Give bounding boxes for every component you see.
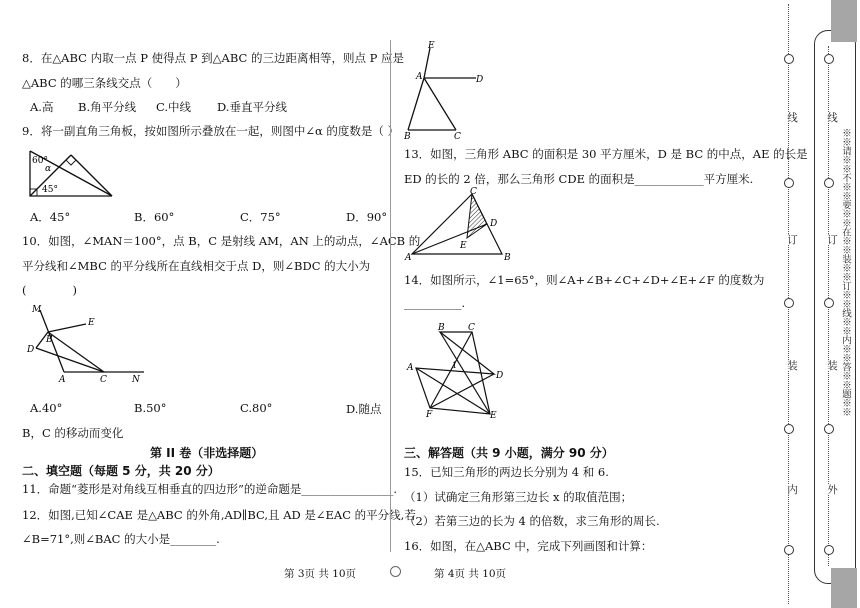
q12-label-d: D [476,75,484,85]
q9-label-45: 45° [42,185,58,195]
hole-5 [784,545,794,555]
q10-label-e: E [88,318,95,328]
q9-option-c: C．75° [240,210,281,224]
q13-stem-1: 13．如图，三角形 ABC 的面积是 30 平方厘米，D 是 BC 的中点，AE 的长是 [404,147,808,161]
q10-label-c: C [100,375,107,385]
inner-label-ding: 订 [786,234,798,245]
q11-stem: 11．命题“菱形是对角线互相垂直的四边形”的逆命题是________________. [22,482,398,496]
gray-bar-top [831,0,857,42]
q9-option-a: A．45° [30,210,71,224]
hole-3 [784,298,794,308]
q13-label-d: D [490,219,498,229]
section-answer-title: 三、解答题（共 9 小题，满分 90 分） [404,446,614,460]
q10-stem-1: 10．如图，∠MAN＝100°，点 B，C 是射线 AM，AN 上的动点，∠ACB 的 [22,234,421,248]
q13-label-e: E [460,241,467,251]
hole-7 [824,178,834,188]
q12-label-c: C [454,132,461,142]
inner-label-nei: 内 [786,484,798,495]
column-divider [390,40,391,552]
q13-stem-2: ED 的长的 2 倍，那么三角形 CDE 的面积是____________平方厘米. [404,172,754,186]
q8-option-d: D.垂直平分线 [217,100,287,114]
q8-option-c: C.中线 [156,100,192,114]
hole-8 [824,298,834,308]
outer-label-zhuang: 装 [826,360,838,371]
q14-label-f: F [426,410,433,420]
q14-label-c: C [468,323,475,333]
q10-label-d: D [27,345,35,355]
q12-stem-1: 12．如图,已知∠CAE 是△ABC 的外角,AD∥BC,且 AD 是∠EAC 的平分线,若 [22,508,416,522]
inner-label-xian: 线 [786,112,798,123]
q14-stem-1: 14．如图所示，∠1=65°，则∠A+∠B+∠C+∠D+∠E+∠F 的度数为 [404,273,765,287]
q9-option-b: B．60° [134,210,175,224]
binding-strip [774,0,860,608]
q15-stem: 15．已知三角形的两边长分别为 4 和 6. [404,465,609,479]
hole-6 [824,54,834,64]
q14-label-a: A [407,363,414,373]
q10-stem-3: ( ) [22,283,77,297]
q10-label-a: A [59,375,66,385]
q16-stem: 16．如图，在△ABC 中，完成下列画图和计算： [404,539,653,553]
q10-figure [26,302,156,386]
q14-figure [404,318,508,420]
q15-part-1: （1）试确定三角形第三边长 x 的取值范围； [404,490,633,504]
inner-label-zhuang: 装 [786,360,798,371]
q14-stem-2: __________. [404,296,466,310]
gray-bar-bottom [831,568,857,608]
q14-label-b: B [438,323,445,333]
q9-figure [28,148,114,200]
q14-label-d: D [496,371,504,381]
hole-2 [784,178,794,188]
q9-label-alpha: α [45,164,52,174]
q10-label-m: M [32,305,42,315]
q8-stem-1: 8．在△ABC 内取一点 P 使得点 P 到△ABC 的三边距离相等，则点 P 应是 [22,51,404,65]
q8-option-b: B.角平分线 [78,100,137,114]
q9-option-d: D．90° [346,210,388,224]
hole-9 [824,424,834,434]
page-footer-left: 第 3页 共 10页 [284,568,357,580]
q9-label-60: 60° [32,156,48,166]
q8-option-a: A.高 [30,100,54,114]
q12-label-e: E [428,41,435,51]
q10-option-d: D.随点 [346,402,382,416]
hole-4 [784,424,794,434]
q10-option-a: A.40° [30,401,63,415]
q10-option-b: B.50° [134,401,167,415]
binding-warning: ※※请※※不※※要※※在※※装※※订※※线※※内※※答※※题※※ [840,128,851,416]
q10-option-c: C.80° [240,401,273,415]
page-footer-right: 第 4页 共 10页 [434,568,507,580]
q12-figure [404,40,486,142]
q10-option-d-tail: B，C 的移动而变化 [22,426,124,440]
outer-label-ding: 订 [826,234,838,245]
q13-label-a: A [405,253,412,262]
q14-label-e: E [490,411,497,420]
q10-label-n: N [132,375,140,385]
q12-label-b: B [404,132,411,142]
section-fill-in-title: 二、填空题（每题 5 分，共 20 分） [22,464,220,478]
outer-label-wai: 外 [826,484,838,495]
volume-title: 第 II 卷（非选择题） [150,446,264,460]
hole-1 [784,54,794,64]
hole-10 [824,545,834,555]
center-ring [390,566,401,577]
q13-figure [404,186,516,262]
q12-stem-2: ∠B=71°,则∠BAC 的大小是________. [22,532,220,546]
q15-part-2: （2）若第三边的长为 4 的倍数，求三角形的周长. [404,514,660,528]
q8-stem-2: △ABC 的哪三条线交点（ ） [22,76,187,90]
q12-label-a: A [416,72,423,82]
q9-stem: 9．将一副直角三角板，按如图所示叠放在一起，则图中∠α 的度数是（ ） [22,124,400,138]
q10-stem-2: 平分线和∠MBC 的平分线所在直线相交于点 D，则∠BDC 的大小为 [22,259,371,273]
q14-label-1: 1 [452,361,458,370]
q10-label-b: B [46,335,53,345]
q13-label-b: B [504,253,511,262]
outer-label-xian: 线 [826,112,838,123]
q13-label-c: C [470,187,477,197]
